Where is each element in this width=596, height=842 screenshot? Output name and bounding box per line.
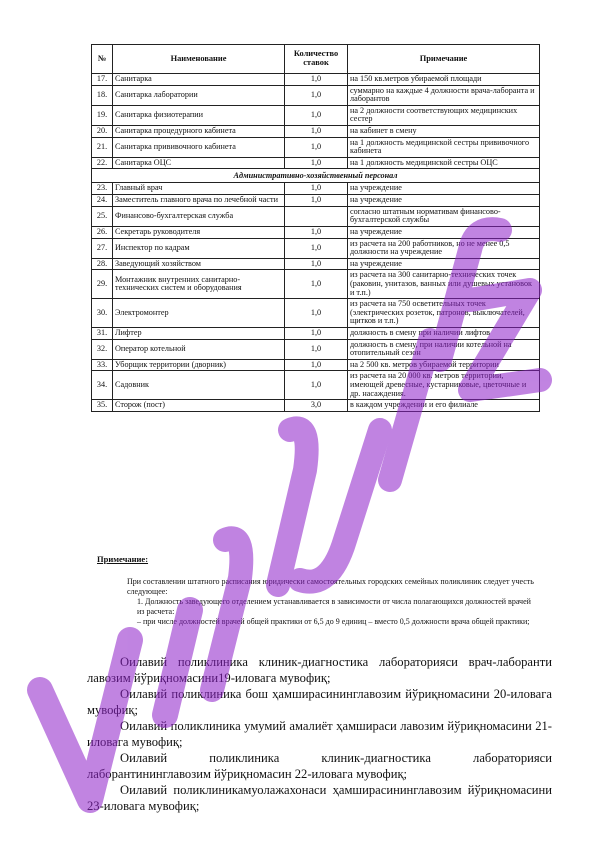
col-header-note: Примечание — [348, 45, 540, 74]
cell-note: из расчета на 300 санитарно-технических точек (раковин, унитазов, ванных или душевых установок и т.п.) — [348, 270, 540, 299]
cell-qty: 1,0 — [285, 105, 348, 125]
cell-qty: 1,0 — [285, 157, 348, 169]
table-row — [92, 359, 540, 371]
cell-note: из расчета на 200 работников, но не менее 0,5 должности на учреждение — [348, 238, 540, 258]
notes-title: Примечание: — [97, 554, 149, 564]
table-body — [92, 74, 540, 412]
table-row — [92, 226, 540, 238]
cell-note: на учреждение — [348, 195, 540, 207]
cell-number: 24. — [92, 195, 113, 207]
cell-name: Санитарка прививочного кабинета — [113, 137, 285, 157]
cell-qty: 1,0 — [285, 328, 348, 340]
cell-note: согласно штатным нормативам финансово-бухгалтерской службы — [348, 206, 540, 226]
table-row — [92, 339, 540, 359]
table-row — [92, 137, 540, 157]
cell-number: 19. — [92, 105, 113, 125]
table-header-row — [92, 45, 540, 74]
staff-table — [91, 44, 540, 412]
cell-note: на 1 должность медицинской сестры прививочного кабинета — [348, 137, 540, 157]
cell-number: 31. — [92, 328, 113, 340]
table-row — [92, 157, 540, 169]
col-header-qty: Количество ставок — [285, 45, 348, 74]
body-text — [87, 654, 552, 814]
section-row — [92, 169, 540, 183]
table-row — [92, 258, 540, 270]
cell-qty: 1,0 — [285, 359, 348, 371]
body-paragraph: Оилавий поликлиника умумий амалиёт ҳамшираси лавозим йўриқномасини 21-иловага мувофиқ; — [87, 719, 552, 749]
cell-note: на учреждение — [348, 183, 540, 195]
table-row — [92, 400, 540, 412]
cell-note: из расчета на 750 осветительных точек (электрических розеток, патронов, выключателей, щитков и т.п.) — [348, 299, 540, 328]
notes-item-1a: – при числе должностей врачей общей практики от 6,5 до 9 единиц – вместо 0,5 должности врача общей практики; — [137, 616, 530, 626]
table-row — [92, 183, 540, 195]
cell-number: 20. — [92, 126, 113, 138]
table-row — [92, 195, 540, 207]
notes-block — [97, 554, 539, 627]
cell-number: 28. — [92, 258, 113, 270]
table-row — [92, 85, 540, 105]
cell-note: в каждом учреждении и его филиале — [348, 400, 540, 412]
cell-number: 35. — [92, 400, 113, 412]
cell-qty — [285, 206, 348, 226]
cell-qty: 1,0 — [285, 238, 348, 258]
scanned-staff-table — [91, 44, 539, 412]
table-row — [92, 238, 540, 258]
table-row — [92, 371, 540, 400]
cell-note: на 2 должности соответствующих медицинских сестер — [348, 105, 540, 125]
cell-number: 33. — [92, 359, 113, 371]
cell-name: Оператор котельной — [113, 339, 285, 359]
cell-name: Финансово-бухгалтерская служба — [113, 206, 285, 226]
table-row — [92, 206, 540, 226]
col-header-name: Наименование — [113, 45, 285, 74]
cell-note: должность в смену при наличии лифтов — [348, 328, 540, 340]
col-header-number: № — [92, 45, 113, 74]
body-paragraph: Оилавий поликлиника клиник-диагностика лабораторияси врач-лаборанти лавозим йўриқномасини19-иловага мувофиқ; — [87, 655, 552, 685]
cell-number: 18. — [92, 85, 113, 105]
cell-qty: 1,0 — [285, 137, 348, 157]
cell-qty: 1,0 — [285, 339, 348, 359]
notes-item-1: 1. Должность заведующего отделением устанавливается в зависимости от числа полагающихся должностей врачей из расчета: — [137, 596, 531, 616]
cell-name: Уборщик территории (дворник) — [113, 359, 285, 371]
cell-name: Секретарь руководителя — [113, 226, 285, 238]
cell-qty: 1,0 — [285, 258, 348, 270]
table-row — [92, 299, 540, 328]
cell-qty: 1,0 — [285, 126, 348, 138]
cell-number: 32. — [92, 339, 113, 359]
cell-name: Электромонтер — [113, 299, 285, 328]
cell-name: Лифтер — [113, 328, 285, 340]
cell-qty: 1,0 — [285, 85, 348, 105]
notes-intro: При составлении штатного расписания юридически самостоятельных городских семейных поликлиник следует учесть следующее: — [127, 576, 534, 596]
cell-note: должность в смену, при наличии котельной на отопительный сезон — [348, 339, 540, 359]
cell-qty: 1,0 — [285, 226, 348, 238]
cell-note: на 150 кв.метров убираемой площади — [348, 74, 540, 86]
cell-note: на учреждение — [348, 226, 540, 238]
cell-qty: 1,0 — [285, 74, 348, 86]
cell-number: 21. — [92, 137, 113, 157]
cell-name: Сторож (пост) — [113, 400, 285, 412]
cell-qty: 1,0 — [285, 299, 348, 328]
cell-name: Санитарка процедурного кабинета — [113, 126, 285, 138]
cell-qty: 1,0 — [285, 371, 348, 400]
table-row — [92, 328, 540, 340]
cell-note: на учреждение — [348, 258, 540, 270]
cell-note: на 1 должность медицинской сестры ОЦС — [348, 157, 540, 169]
cell-note: из расчета на 20 000 кв. метров территории, имеющей древесные, кустарниковые, цветочные и др. насаждения. — [348, 371, 540, 400]
cell-name: Садовник — [113, 371, 285, 400]
table-row — [92, 126, 540, 138]
cell-number: 25. — [92, 206, 113, 226]
cell-qty: 1,0 — [285, 270, 348, 299]
cell-name: Санитарка лаборатории — [113, 85, 285, 105]
cell-number: 22. — [92, 157, 113, 169]
cell-number: 17. — [92, 74, 113, 86]
cell-number: 34. — [92, 371, 113, 400]
cell-name: Заведующий хозяйством — [113, 258, 285, 270]
cell-number: 23. — [92, 183, 113, 195]
body-paragraph: Оилавий поликлиника бош ҳамширасининглавозим йўриқномасини 20-иловага мувофиқ; — [87, 687, 552, 717]
cell-name: Санитарка физиотерапии — [113, 105, 285, 125]
cell-name: Санитарка — [113, 74, 285, 86]
cell-qty: 1,0 — [285, 183, 348, 195]
body-paragraph: Оилавий поликлиникамуолажахонаси ҳамширасининглавозим йўриқномасини 23-иловага мувофиқ; — [87, 783, 552, 813]
table-row — [92, 74, 540, 86]
cell-name: Санитарка ОЦС — [113, 157, 285, 169]
cell-note: на 2 500 кв. метров убираемой территории — [348, 359, 540, 371]
cell-number: 29. — [92, 270, 113, 299]
cell-qty: 1,0 — [285, 195, 348, 207]
cell-name: Монтажник внутренних санитарно-технических систем и оборудования — [113, 270, 285, 299]
cell-number: 30. — [92, 299, 113, 328]
cell-note: суммарно на каждые 4 должности врача-лаборанта и лаборантов — [348, 85, 540, 105]
section-title: Административно-хозяйственный персонал — [92, 169, 540, 183]
cell-number: 26. — [92, 226, 113, 238]
cell-name: Заместитель главного врача по лечебной части — [113, 195, 285, 207]
cell-qty: 3,0 — [285, 400, 348, 412]
cell-name: Главный врач — [113, 183, 285, 195]
cell-number: 27. — [92, 238, 113, 258]
cell-name: Инспектор по кадрам — [113, 238, 285, 258]
cell-note: на кабинет в смену — [348, 126, 540, 138]
body-paragraph: Оилавий поликлиника клиник-диагностика лабораторияси лаборантининглавозим йўриқномасин 22-иловага мувофиқ; — [87, 751, 552, 781]
table-row — [92, 270, 540, 299]
table-row — [92, 105, 540, 125]
